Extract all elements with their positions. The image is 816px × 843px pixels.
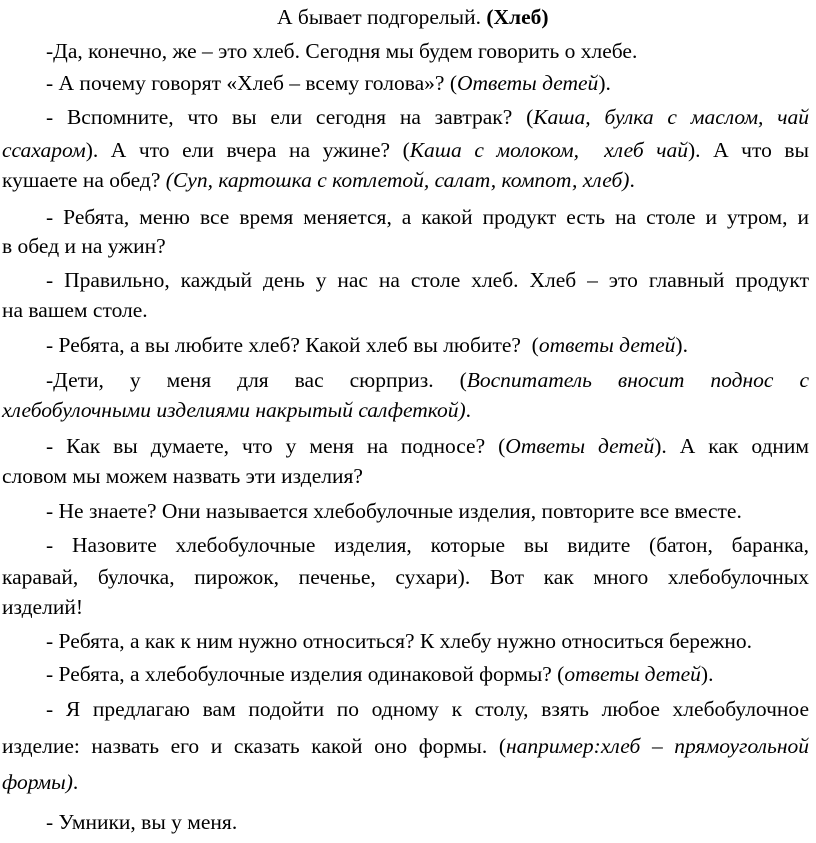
italic-note: Ответы детей — [456, 71, 599, 95]
paragraph-line: - Вспомните, что вы ели сегодня на завтрак? (Каша, булка с маслом, чай — [46, 105, 809, 129]
paragraph-line: на вашем столе. — [2, 298, 148, 322]
paragraph-line: каравай, булочка, пирожок, печенье, сухари). Вот как много хлебобулочных — [2, 565, 809, 589]
paragraph-line: изделие: назвать его и сказать какой оно формы. (например:хлеб – прямоугольной — [2, 734, 809, 758]
paragraph-line: ссахаром). А что ели вчера на ужине? (Каша с молоком, хлеб чай). А что вы — [2, 138, 809, 162]
italic-note: например:хлеб – прямоугольной — [506, 734, 809, 758]
paragraph-line: - Умники, вы у меня. — [46, 810, 238, 834]
paragraph-line: изделий! — [2, 595, 83, 619]
italic-note: хлебобулочными изделиями накрытый салфеткой) — [2, 398, 466, 422]
paragraph-line: - Ребята, а вы любите хлеб? Какой хлеб вы любите? (ответы детей). — [46, 333, 688, 357]
title-line — [277, 7, 549, 29]
italic-note: формы) — [2, 770, 73, 794]
paragraph-line: - Ребята, а как к ним нужно относиться? К хлебу нужно относиться бережно. — [46, 629, 753, 653]
paragraph-line: - Ребята, меню все время меняется, а какой продукт есть на столе и утром, и — [46, 205, 809, 229]
answer-bold: (Хлеб) — [486, 5, 549, 29]
paragraph-line: хлебобулочными изделиями накрытый салфеткой). — [2, 398, 472, 422]
italic-note: Каша, булка с маслом, чай — [533, 105, 809, 129]
paragraph-line: словом мы можем назвать эти изделия? — [2, 464, 363, 488]
italic-note: ссахаром — [2, 138, 86, 162]
italic-note: ответы детей — [564, 662, 701, 686]
paragraph-line: в обед и на ужин? — [2, 234, 166, 258]
paragraph-line: -Дети, у меня для вас сюрприз. (Воспитатель вносит поднос с — [46, 368, 809, 392]
italic-note: Воспитатель вносит поднос с — [466, 368, 809, 392]
italic-note: (Суп, картошка с котлетой, салат, компот, хлеб) — [165, 168, 630, 192]
paragraph-line: - Правильно, каждый день у нас на столе хлеб. Хлеб – это главный продукт — [46, 268, 809, 292]
italic-note: Ответы детей — [505, 434, 655, 458]
paragraph-line: - Назовите хлебобулочные изделия, которые вы видите (батон, баранка, — [46, 533, 809, 557]
paragraph-line: - Не знаете? Они называется хлебобулочные изделия, повторите все вместе. — [46, 499, 742, 523]
text: А бывает подгорелый. — [277, 5, 487, 29]
italic-note: Каша с молоком, хлеб чай — [409, 138, 688, 162]
paragraph-line: - Ребята, а хлебобулочные изделия одинаковой формы? (ответы детей). — [46, 662, 714, 686]
paragraph-line: формы). — [2, 770, 79, 794]
paragraph-line: - Как вы думаете, что у меня на подносе? (Ответы детей). А как одним — [46, 434, 810, 458]
paragraph-line: - Я предлагаю вам подойти по одному к столу, взять любое хлебобулочное — [46, 697, 809, 721]
paragraph-line: кушаете на обед? (Суп, картошка с котлетой, салат, компот, хлеб). — [2, 168, 635, 192]
italic-note: ответы детей — [538, 333, 676, 357]
paragraph-line: -Да, конечно, же – это хлеб. Сегодня мы будем говорить о хлебе. — [46, 39, 638, 63]
paragraph-line: - А почему говорят «Хлеб – всему голова»? (Ответы детей). — [46, 71, 611, 95]
